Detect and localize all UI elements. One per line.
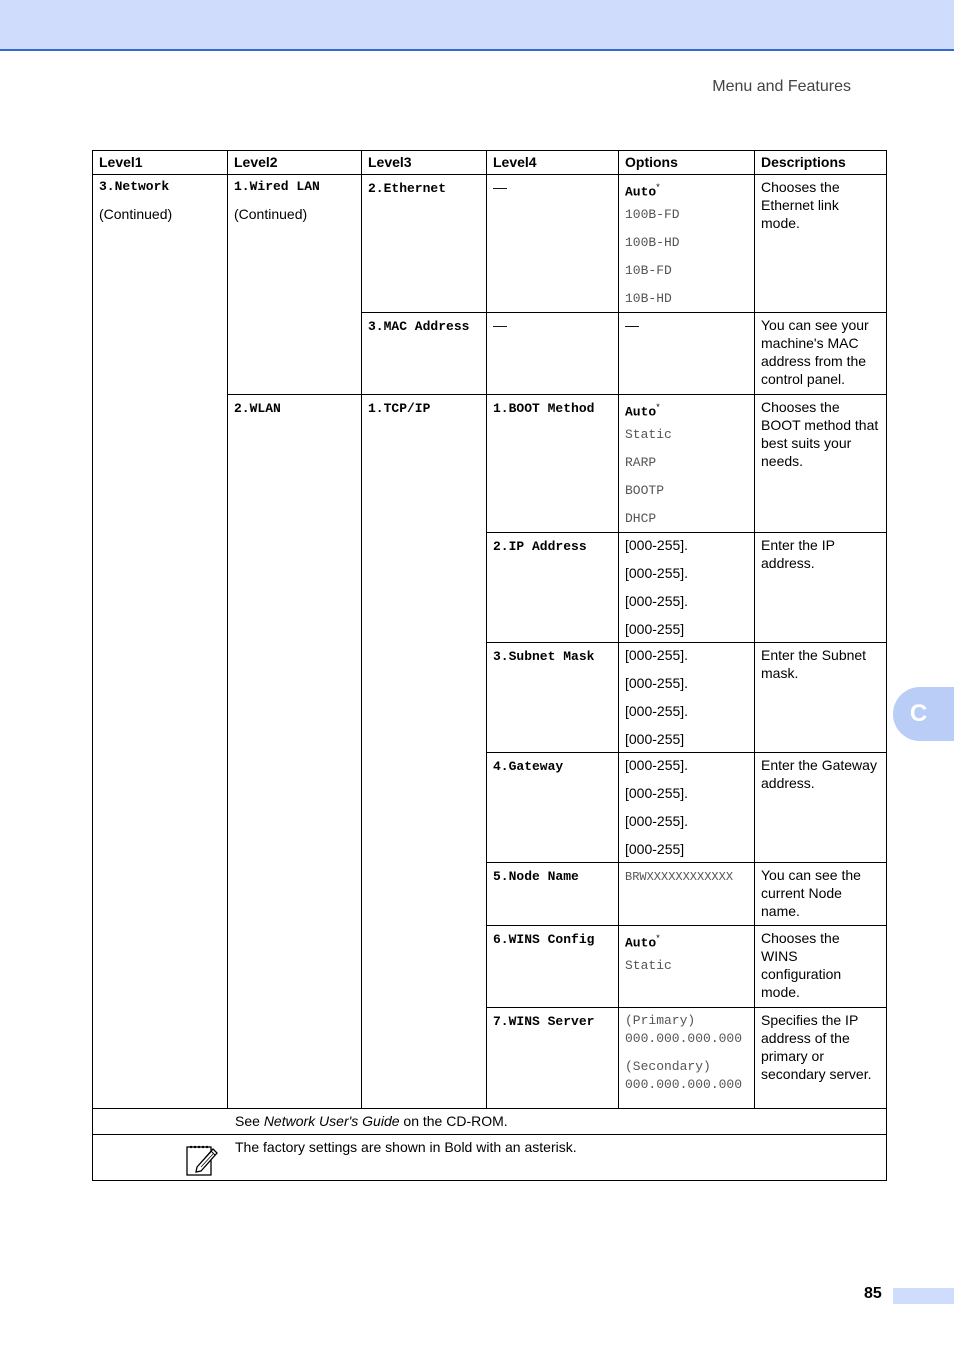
options-cell	[619, 533, 755, 643]
option-value: [000-255].	[625, 593, 689, 609]
level4-cell	[487, 926, 619, 1008]
options-cell	[619, 175, 755, 313]
level4-cell	[487, 533, 619, 643]
level3-cell	[362, 175, 487, 313]
description-cell: Chooses the WINS configuration mode.	[755, 926, 887, 1008]
see-guide-cell	[93, 1109, 887, 1135]
chapter-tab	[893, 687, 954, 741]
level4-wins-config: 6.WINS Config	[493, 932, 595, 947]
option-value: [000-255]	[625, 731, 685, 747]
level2-wlan-name: 2.WLAN	[234, 401, 281, 416]
description-cell: Enter the Subnet mask.	[755, 643, 887, 753]
asterisk: *	[656, 402, 660, 412]
description-cell: Chooses the BOOT method that best suits your needs.	[755, 395, 887, 533]
secondary-label: (Secondary)	[625, 1059, 711, 1074]
options-cell	[619, 1008, 755, 1109]
option-value: [000-255].	[625, 675, 689, 691]
option-value: RARP	[625, 455, 657, 470]
level3-cell	[362, 313, 487, 395]
column-header: Level4	[487, 151, 619, 175]
level4-wins-server: 7.WINS Server	[493, 1014, 595, 1029]
level4-cell	[487, 313, 619, 395]
see-guide-prefix: See	[235, 1113, 264, 1129]
primary-label: (Primary)	[625, 1013, 696, 1028]
option-dash: —	[625, 317, 639, 333]
description-cell: Specifies the IP address of the primary or secondary server.	[755, 1008, 887, 1109]
level4-cell	[487, 863, 619, 926]
option-value: BRWXXXXXXXXXXXX	[625, 870, 734, 884]
level1-cell	[93, 175, 228, 1109]
guide-title: Network User's Guide	[263, 1113, 400, 1129]
level1-name: 3.Network	[99, 179, 170, 194]
level3-ethernet: 2.Ethernet	[368, 181, 447, 196]
option-value: Static	[625, 427, 672, 442]
level4-cell	[487, 1008, 619, 1109]
table-row	[93, 175, 887, 313]
note-row	[93, 1135, 887, 1181]
options-cell	[619, 753, 755, 863]
option-default: Auto	[625, 184, 657, 200]
asterisk: *	[656, 933, 660, 943]
level2-wired-continued: (Continued)	[234, 206, 308, 222]
options-cell	[619, 863, 755, 926]
menu-table	[92, 150, 887, 1181]
option-value: [000-255]	[625, 621, 685, 637]
asterisk: *	[656, 182, 660, 192]
option-value: Static	[625, 958, 672, 973]
page-number-bar	[893, 1288, 954, 1304]
option-value: [000-255].	[625, 537, 689, 553]
level4-ip-address: 2.IP Address	[493, 539, 587, 554]
level2-wired-cell	[228, 175, 362, 395]
level4-subnet-mask: 3.Subnet Mask	[493, 649, 595, 664]
column-header: Level1	[93, 151, 228, 175]
option-value: [000-255].	[625, 813, 689, 829]
level4-dash: —	[493, 179, 507, 195]
note-pencil-icon	[185, 1143, 219, 1177]
page-number: 85	[864, 1285, 882, 1302]
options-cell	[619, 313, 755, 395]
column-header: Options	[619, 151, 755, 175]
options-cell	[619, 926, 755, 1008]
description-cell: You can see the current Node name.	[755, 863, 887, 926]
note-cell	[93, 1135, 887, 1181]
page-header-title: Menu and Features	[712, 78, 851, 95]
level4-cell	[487, 395, 619, 533]
column-header: Level2	[228, 151, 362, 175]
option-default: Auto	[625, 935, 657, 951]
column-header: Descriptions	[755, 151, 887, 175]
level4-gateway: 4.Gateway	[493, 759, 564, 774]
option-value: [000-255]	[625, 841, 685, 857]
option-value: DHCP	[625, 511, 657, 526]
level3-tcpip-cell	[362, 395, 487, 1109]
level3-tcpip: 1.TCP/IP	[368, 401, 431, 416]
level4-cell	[487, 753, 619, 863]
level3-mac-address: 3.MAC Address	[368, 319, 470, 334]
option-value: [000-255].	[625, 703, 689, 719]
primary-value: 000.000.000.000	[625, 1031, 743, 1046]
option-value: BOOTP	[625, 483, 665, 498]
option-value: 100B-HD	[625, 235, 680, 250]
column-header: Level3	[362, 151, 487, 175]
option-value: 10B-HD	[625, 291, 672, 306]
option-default: Auto	[625, 404, 657, 420]
description-cell: You can see your machine's MAC address from the control panel.	[755, 313, 887, 395]
level2-wired-name: 1.Wired LAN	[234, 179, 320, 194]
option-value: [000-255].	[625, 565, 689, 581]
level1-continued: (Continued)	[99, 206, 173, 222]
options-cell	[619, 395, 755, 533]
see-guide-suffix: on the CD-ROM.	[399, 1113, 508, 1129]
option-value: 100B-FD	[625, 207, 680, 222]
description-cell: Enter the IP address.	[755, 533, 887, 643]
see-guide-row	[93, 1109, 887, 1135]
level4-dash: —	[493, 317, 507, 333]
description-cell: Chooses the Ethernet link mode.	[755, 175, 887, 313]
option-value: [000-255].	[625, 757, 689, 773]
option-value: 10B-FD	[625, 263, 672, 278]
level4-boot-method: 1.BOOT Method	[493, 401, 595, 416]
level4-cell	[487, 175, 619, 313]
factory-settings-note: The factory settings are shown in Bold with an asterisk.	[235, 1139, 577, 1155]
level4-node-name: 5.Node Name	[493, 869, 579, 884]
option-value: [000-255].	[625, 647, 689, 663]
options-cell	[619, 643, 755, 753]
secondary-value: 000.000.000.000	[625, 1077, 743, 1092]
top-header-bar	[0, 0, 954, 51]
chapter-tab-letter: C	[909, 700, 928, 727]
level4-cell	[487, 643, 619, 753]
description-cell: Enter the Gateway address.	[755, 753, 887, 863]
table-header-row	[93, 151, 887, 175]
level2-wlan-cell	[228, 395, 362, 1109]
option-value: [000-255].	[625, 785, 689, 801]
